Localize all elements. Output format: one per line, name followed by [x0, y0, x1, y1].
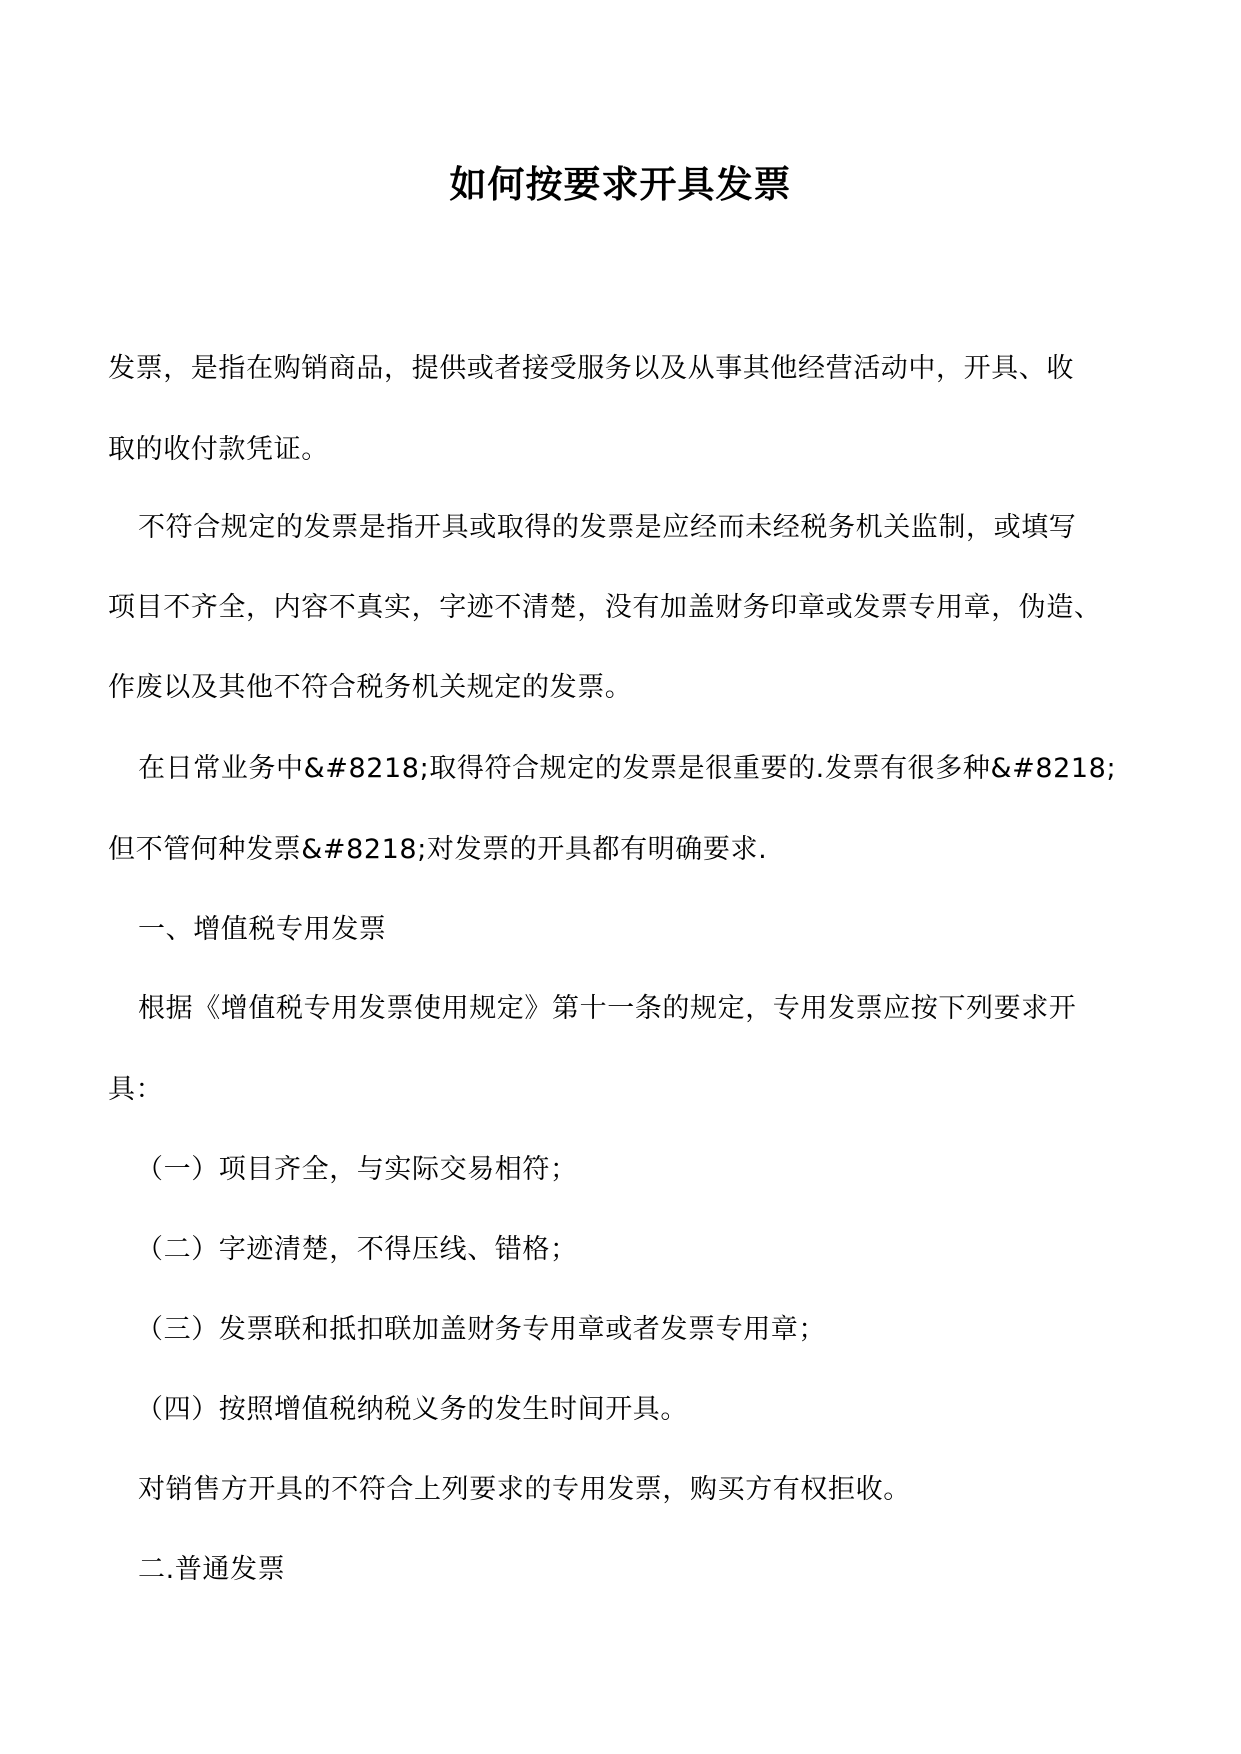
paragraph-line: 但不管何种发票&#8218;对发票的开具都有明确要求. [108, 834, 768, 865]
paragraph-line: 根据《增值税专用发票使用规定》第十一条的规定，专用发票应按下列要求开 [138, 993, 1077, 1024]
document-title: 如何按要求开具发票 [449, 162, 792, 206]
paragraph-line: 在日常业务中&#8218;取得符合规定的发票是很重要的.发票有很多种&#8218; [138, 753, 1117, 784]
paragraph-line: 对销售方开具的不符合上列要求的专用发票，购买方有权拒收。 [138, 1474, 911, 1505]
paragraph-line: 不符合规定的发票是指开具或取得的发票是应经而未经税务机关监制，或填写 [138, 512, 1077, 543]
paragraph-line: 发票，是指在购销商品，提供或者接受服务以及从事其他经营活动中，开具、收 [108, 353, 1074, 384]
paragraph-line: 取的收付款凭证。 [108, 434, 329, 465]
list-item: （二）字迹清楚，不得压线、错格； [136, 1234, 578, 1265]
section-heading: 二.普通发票 [138, 1554, 286, 1585]
paragraph-line: 项目不齐全，内容不真实，字迹不清楚，没有加盖财务印章或发票专用章，伪造、 [108, 592, 1102, 623]
section-heading: 一、增值税专用发票 [138, 914, 387, 945]
list-item: （一）项目齐全，与实际交易相符； [136, 1154, 578, 1185]
list-item: （三）发票联和抵扣联加盖财务专用章或者发票专用章； [136, 1314, 826, 1345]
paragraph-line: 具： [108, 1074, 164, 1105]
paragraph-line: 作废以及其他不符合税务机关规定的发票。 [108, 672, 633, 703]
list-item: （四）按照增值税纳税义务的发生时间开具。 [136, 1394, 688, 1425]
